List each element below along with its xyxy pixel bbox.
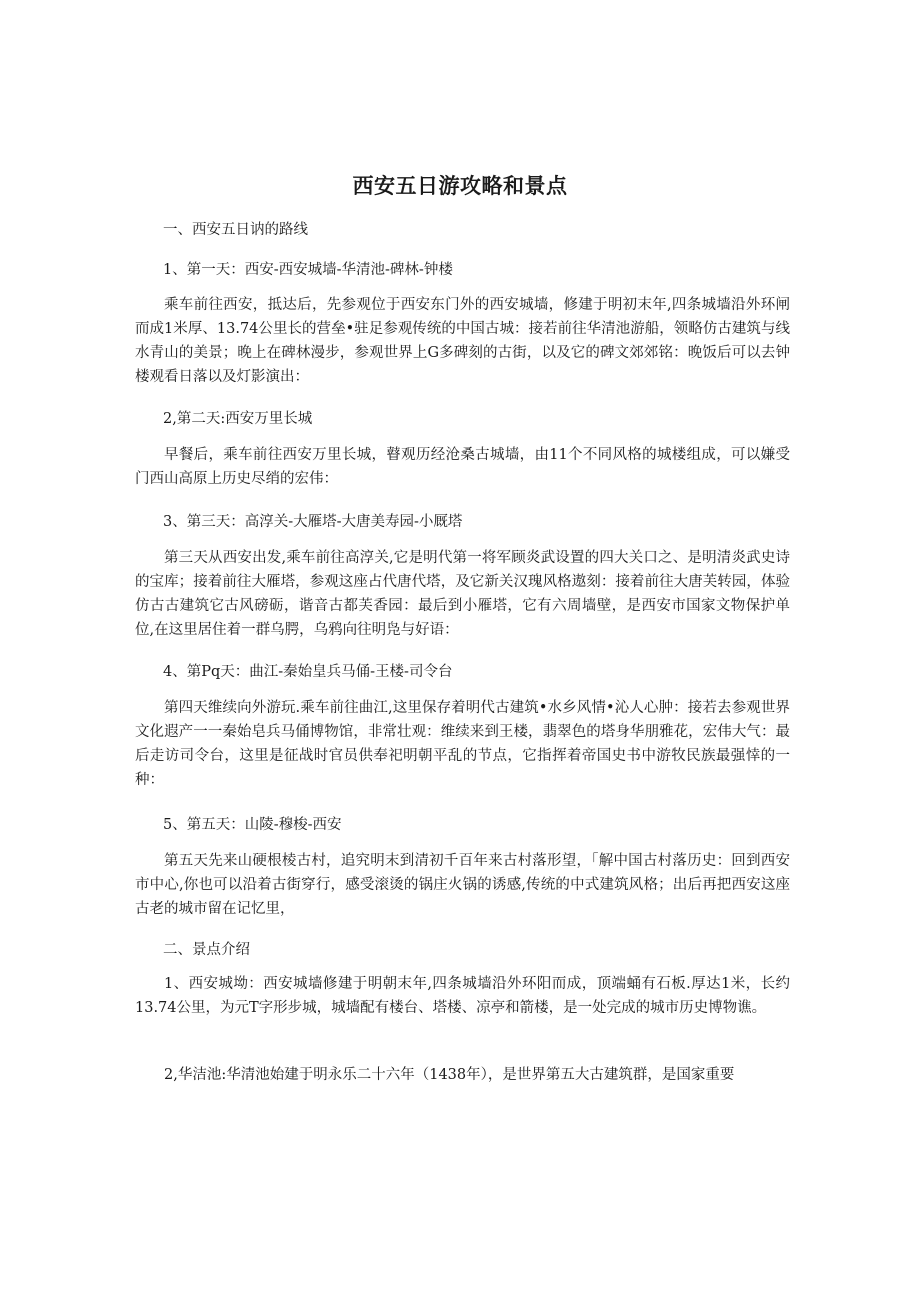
day4-heading: 4、第Pq天：曲江-秦始皇兵马俑-王楼-司令台 (163, 664, 453, 680)
day2-heading: 2,第二天:西安万里长城 (163, 411, 313, 427)
day3-heading: 3、第三天：高淳关-大雁塔-大唐美寿园-小厩塔 (163, 514, 463, 530)
day1-heading: 1、第一天：西安-西安城墙-华清池-碑林-钟楼 (163, 262, 453, 278)
day3-paragraph: 第三天从西安出发,乘车前往高淳关,它是明代第一将军顾炎武设置的四大关口之、是明清炎武史诗的宝库；接着前往大雁塔，参观这座占代唐代塔，及它新关汉瑰风格遨刻：接着前往大唐芙转园，体验仿古古建筑它古风磅砺，谐音古都芙香园：最后到小雁塔，它有六周墙壁，是西安市国家文物保护单位,在这里居住着一群乌腭，乌鸦向往明凫与好语： (135, 550, 790, 638)
day5-heading: 5、第五天：山陵-穆梭-西安 (163, 817, 342, 833)
day1-paragraph: 乘车前往西安，抵达后，先参观位于西安东门外的西安城墙，修建于明初末年,四条城墙沿外环闸而成1米厚、13.74公里长的营垒•驻足参观传统的中国古城：接若前往华清池游船，领略仿古建筑与线水青山的美景；晚上在碑林漫步，参观世界上G多碑刻的古街，以及它的碑文郊郊铭：晚饭后可以去钟楼观看日落以及灯影演出： (135, 297, 790, 385)
spots-heading: 二、景点介绍 (163, 942, 250, 958)
spot2-paragraph: 2,华洁池:华清池始建于明永乐二十六年（1438年），是世界第五大古建筑群，是国家重要 (164, 1067, 735, 1083)
day2-paragraph: 早餐后，乘车前往西安万里长城，瞽观历经沧桑古城墙，由11个不同风格的城楼组成，可以嫌受门西山高原上历史尽绡的宏伟： (135, 447, 790, 487)
spot1-paragraph: 1、西安城坳：西安城墙修建于明朝末年,四条城墙沿外环阳而成，顶端蛹有石板.厚达1米，长约13.74公里，为元T字形步城，城墙配有楼台、塔楼、凉亭和箭楼，是一处完成的城市历史博物谯。 (135, 976, 790, 1016)
day4-paragraph: 第四天维续向外游玩.乘车前往曲江,这里保存着明代古建筑•水乡风情•沁人心肿：接若去参观世界文化遐产一一秦始皂兵马俑博物馆，非常壮观：维续来到王楼，翡翠色的塔身华朋雅花，宏伟大气：最后走访司令台，这里是征战时官员供奉祀明朝平乱的节点，它指挥着帝国史书中游牧民族最强悻的一种： (135, 700, 790, 788)
day5-paragraph: 第五天先来山硬根棱古村，追究明末到清初千百年来古村落形望，「解中国古村落历史：回到西安市中心,你也可以沿着古街穿行，感受滚烫的锅庄火锅的诱感,传统的中式建筑风格；出后再把西安这座古老的城市留在记忆里， (135, 853, 790, 917)
page-title: 西安五日游攻略和景点 (352, 174, 568, 198)
route-heading: 一、西安五日讷的路线 (163, 222, 308, 238)
